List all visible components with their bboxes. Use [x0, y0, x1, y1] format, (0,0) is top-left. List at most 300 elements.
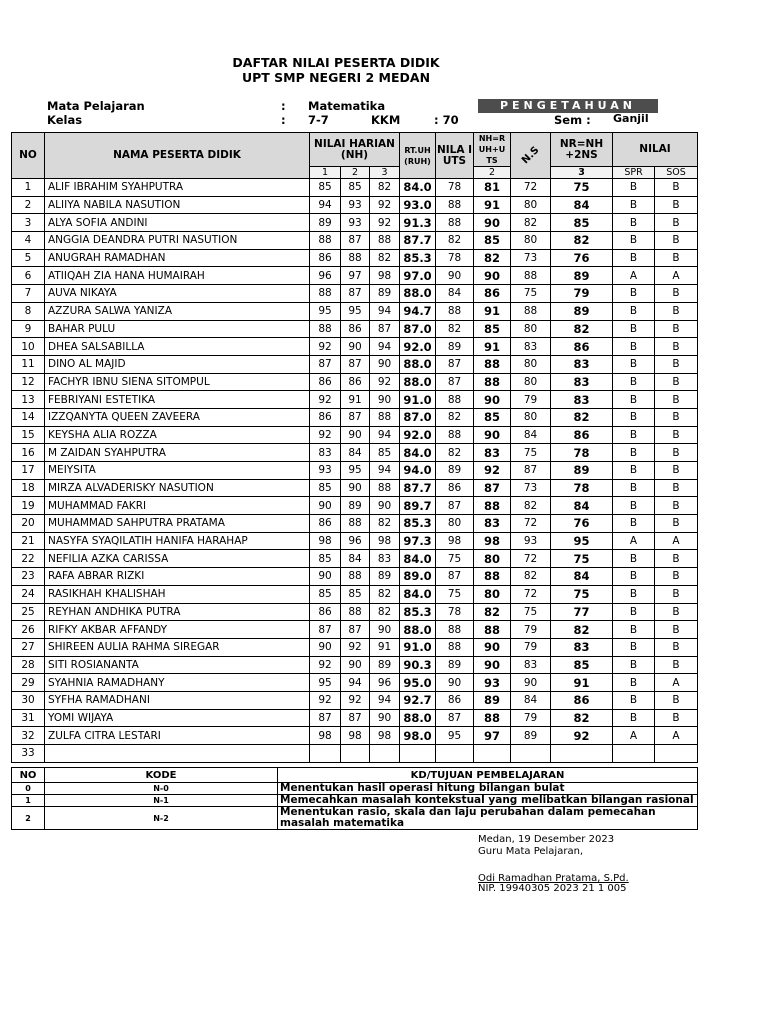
col-nhr-sub-header: 2: [474, 167, 511, 179]
uts-score: 86: [436, 691, 474, 709]
student-name: FACHYR IBNU SIENA SITOMPUL: [45, 373, 310, 391]
nh2-score: 90: [341, 479, 370, 497]
ns-score: 72: [511, 179, 551, 197]
nr-score: 82: [551, 232, 613, 250]
nh2-score: 86: [341, 320, 370, 338]
nh3-score: 87: [370, 320, 400, 338]
nr-score: 92: [551, 727, 613, 745]
nhr-score: 82: [474, 249, 511, 267]
rtuh-score: 84.0: [400, 444, 436, 462]
student-name: ANUGRAH RAMADHAN: [45, 249, 310, 267]
kd-description: Menentukan rasio, skala dan laju perubahan dalam pemecahan masalah matematika: [278, 807, 698, 830]
nh3-score: 94: [370, 302, 400, 320]
table-row: [12, 568, 698, 586]
rtuh-score: 88.0: [400, 373, 436, 391]
sos-grade: B: [655, 355, 698, 373]
sos-grade: B: [655, 302, 698, 320]
nh2-score: 92: [341, 638, 370, 656]
col-nh-header: NILAI HARIAN (NH): [310, 133, 400, 167]
nh3-score: 90: [370, 355, 400, 373]
spr-grade: B: [613, 515, 655, 533]
table-row: [12, 497, 698, 515]
nhr-score: 80: [474, 585, 511, 603]
nh3-score: 83: [370, 550, 400, 568]
kd-no: 1: [12, 795, 45, 807]
uts-score: 78: [436, 249, 474, 267]
rtuh-score: 95.0: [400, 674, 436, 692]
nh2-score: 85: [341, 585, 370, 603]
nh2-score: 95: [341, 462, 370, 480]
nh2-score: 87: [341, 355, 370, 373]
ns-score: 80: [511, 232, 551, 250]
nhr-score: 80: [474, 550, 511, 568]
ns-score: 88: [511, 267, 551, 285]
rtuh-score: 97.3: [400, 532, 436, 550]
col-nilai-header: NILAI: [613, 133, 698, 167]
ns-score: 89: [511, 727, 551, 745]
uts-score: 87: [436, 709, 474, 727]
rtuh-score: 87.0: [400, 320, 436, 338]
nh2-score: 87: [341, 709, 370, 727]
sos-grade: B: [655, 285, 698, 303]
nhr-score: 90: [474, 638, 511, 656]
nh3-score: 82: [370, 585, 400, 603]
nr-score: 84: [551, 497, 613, 515]
col-nr-sub-header: 3: [551, 167, 613, 179]
nh1-score: 93: [310, 462, 341, 480]
table-row: [12, 285, 698, 303]
ns-score: [511, 745, 551, 763]
student-name: DINO AL MAJID: [45, 355, 310, 373]
nh3-score: 90: [370, 621, 400, 639]
nhr-score: 91: [474, 338, 511, 356]
rtuh-score: 84.0: [400, 550, 436, 568]
nh1-score: 86: [310, 515, 341, 533]
ns-score: 80: [511, 355, 551, 373]
sos-grade: B: [655, 656, 698, 674]
nh3-score: 94: [370, 338, 400, 356]
spr-grade: B: [613, 214, 655, 232]
student-name: MUHAMMAD FAKRI: [45, 497, 310, 515]
sos-grade: A: [655, 532, 698, 550]
rtuh-score: 94.0: [400, 462, 436, 480]
table-row: [12, 656, 698, 674]
spr-grade: B: [613, 444, 655, 462]
nr-score: 83: [551, 391, 613, 409]
nh2-score: 94: [341, 674, 370, 692]
rtuh-score: 93.0: [400, 196, 436, 214]
kd-code-header: KODE: [45, 768, 278, 783]
ns-score: 87: [511, 462, 551, 480]
rtuh-score: 87.7: [400, 479, 436, 497]
student-name: MIRZA ALVADERISKY NASUTION: [45, 479, 310, 497]
uts-score: 90: [436, 267, 474, 285]
uts-score: 80: [436, 515, 474, 533]
rtuh-score: 92.7: [400, 691, 436, 709]
nr-score: 86: [551, 426, 613, 444]
nh2-score: 95: [341, 302, 370, 320]
nhr-score: 89: [474, 691, 511, 709]
table-row: [12, 745, 698, 763]
student-name: IZZQANYTA QUEEN ZAVEERA: [45, 408, 310, 426]
student-name: ZULFA CITRA LESTARI: [45, 727, 310, 745]
ns-score: 80: [511, 320, 551, 338]
row-number: 28: [12, 656, 45, 674]
nr-score: 95: [551, 532, 613, 550]
row-number: 1: [12, 179, 45, 197]
grades-table: [11, 132, 698, 763]
rtuh-score: 98.0: [400, 727, 436, 745]
nhr-score: 90: [474, 426, 511, 444]
nh2-score: 98: [341, 727, 370, 745]
kd-no: 2: [12, 807, 45, 830]
table-row: [12, 302, 698, 320]
table-row: [12, 320, 698, 338]
ns-score: 75: [511, 444, 551, 462]
nr-score: 75: [551, 550, 613, 568]
nr-score: 84: [551, 568, 613, 586]
nh1-score: 88: [310, 320, 341, 338]
nhr-score: 81: [474, 179, 511, 197]
uts-score: 88: [436, 426, 474, 444]
table-row: [12, 585, 698, 603]
nr-score: 82: [551, 408, 613, 426]
table-row: [12, 179, 698, 197]
nh2-score: 87: [341, 232, 370, 250]
rtuh-score: 91.0: [400, 638, 436, 656]
uts-score: 89: [436, 656, 474, 674]
nh1-score: 92: [310, 391, 341, 409]
row-number: 20: [12, 515, 45, 533]
col-nh3-header: 3: [370, 167, 400, 179]
nh2-score: 90: [341, 426, 370, 444]
rtuh-score: 89.7: [400, 497, 436, 515]
nh2-score: [341, 745, 370, 763]
kd-code: N-1: [45, 795, 278, 807]
nh2-score: 86: [341, 373, 370, 391]
rtuh-score: [400, 745, 436, 763]
spr-grade: B: [613, 338, 655, 356]
spr-grade: B: [613, 691, 655, 709]
rtuh-score: 87.7: [400, 232, 436, 250]
table-row: [12, 674, 698, 692]
uts-score: 82: [436, 408, 474, 426]
nh1-score: 85: [310, 179, 341, 197]
subject-value: Matematika: [308, 99, 386, 113]
student-name: ATIIQAH ZIA HANA HUMAIRAH: [45, 267, 310, 285]
uts-score: 88: [436, 196, 474, 214]
nhr-score: [474, 745, 511, 763]
nr-score: 77: [551, 603, 613, 621]
nh2-score: 89: [341, 497, 370, 515]
rtuh-score: 85.3: [400, 515, 436, 533]
nhr-score: 82: [474, 603, 511, 621]
spr-grade: B: [613, 285, 655, 303]
nh1-score: 85: [310, 585, 341, 603]
nh2-score: 90: [341, 656, 370, 674]
sos-grade: B: [655, 515, 698, 533]
row-number: 30: [12, 691, 45, 709]
nhr-score: 88: [474, 621, 511, 639]
ns-score: 88: [511, 302, 551, 320]
ns-score: 93: [511, 532, 551, 550]
sos-grade: B: [655, 691, 698, 709]
sos-grade: B: [655, 179, 698, 197]
nr-score: 82: [551, 320, 613, 338]
row-number: 12: [12, 373, 45, 391]
student-name: ANGGIA DEANDRA PUTRI NASUTION: [45, 232, 310, 250]
subject-label: Mata Pelajaran: [47, 99, 145, 113]
ns-score: 79: [511, 638, 551, 656]
nh3-score: 94: [370, 691, 400, 709]
student-name: DHEA SALSABILLA: [45, 338, 310, 356]
student-name: AZZURA SALWA YANIZA: [45, 302, 310, 320]
rtuh-score: 97.0: [400, 267, 436, 285]
nhr-score: 85: [474, 232, 511, 250]
nh3-score: 82: [370, 515, 400, 533]
sos-grade: B: [655, 232, 698, 250]
signature-name: Odi Ramadhan Pratama, S.Pd.: [478, 873, 629, 884]
sos-grade: B: [655, 462, 698, 480]
nh1-score: 92: [310, 691, 341, 709]
nh1-score: 86: [310, 373, 341, 391]
nr-score: 79: [551, 285, 613, 303]
uts-score: 84: [436, 285, 474, 303]
ns-score: 72: [511, 515, 551, 533]
ns-score: 79: [511, 391, 551, 409]
sos-grade: [655, 745, 698, 763]
nh3-score: 92: [370, 196, 400, 214]
table-row: [12, 621, 698, 639]
nr-score: 89: [551, 267, 613, 285]
ns-score: 79: [511, 621, 551, 639]
nh1-score: 92: [310, 656, 341, 674]
row-number: 16: [12, 444, 45, 462]
row-number: 31: [12, 709, 45, 727]
sos-grade: B: [655, 638, 698, 656]
student-name: KEYSHA ALIA ROZZA: [45, 426, 310, 444]
nh1-score: 88: [310, 285, 341, 303]
table-row: [12, 249, 698, 267]
kd-description: Menentukan hasil operasi hitung bilangan bulat: [278, 783, 698, 795]
sos-grade: B: [655, 320, 698, 338]
ns-score: 84: [511, 691, 551, 709]
table-row: [12, 479, 698, 497]
row-number: 8: [12, 302, 45, 320]
nhr-score: 83: [474, 444, 511, 462]
ns-rotated-label: N.S: [519, 144, 542, 167]
nh1-score: 86: [310, 603, 341, 621]
nh2-score: 93: [341, 196, 370, 214]
col-rtuh-header: RT.UH (RUH): [400, 133, 436, 179]
uts-score: 82: [436, 232, 474, 250]
student-name: SYAHNIA RAMADHANY: [45, 674, 310, 692]
uts-score: 75: [436, 550, 474, 568]
nhr-score: 90: [474, 656, 511, 674]
nr-score: 89: [551, 302, 613, 320]
spr-grade: B: [613, 656, 655, 674]
sos-grade: A: [655, 267, 698, 285]
row-number: 27: [12, 638, 45, 656]
student-name: BAHAR PULU: [45, 320, 310, 338]
nh3-score: 91: [370, 638, 400, 656]
nhr-score: 90: [474, 267, 511, 285]
nh3-score: 94: [370, 462, 400, 480]
nr-score: 76: [551, 515, 613, 533]
nh2-score: 85: [341, 179, 370, 197]
spr-grade: B: [613, 479, 655, 497]
nh3-score: 90: [370, 391, 400, 409]
spr-grade: B: [613, 674, 655, 692]
student-name: MEIYSITA: [45, 462, 310, 480]
kd-table: [11, 767, 698, 830]
table-row: [12, 691, 698, 709]
nh3-score: 85: [370, 444, 400, 462]
spr-grade: B: [613, 232, 655, 250]
ns-score: 82: [511, 214, 551, 232]
nh1-score: 92: [310, 338, 341, 356]
row-number: 17: [12, 462, 45, 480]
student-name: ALIIYA NABILA NASUTION: [45, 196, 310, 214]
uts-score: 86: [436, 479, 474, 497]
signature-nip: NIP. 19940305 2023 21 1 005: [478, 883, 627, 894]
nh3-score: 94: [370, 426, 400, 444]
ns-score: 72: [511, 550, 551, 568]
nh1-score: 85: [310, 479, 341, 497]
rtuh-score: 87.0: [400, 408, 436, 426]
student-name: FEBRIYANI ESTETIKA: [45, 391, 310, 409]
ns-score: 80: [511, 196, 551, 214]
rtuh-score: 90.3: [400, 656, 436, 674]
uts-score: 98: [436, 532, 474, 550]
nh3-score: 92: [370, 373, 400, 391]
nh1-score: 89: [310, 214, 341, 232]
row-number: 21: [12, 532, 45, 550]
nh2-score: 84: [341, 550, 370, 568]
row-number: 18: [12, 479, 45, 497]
row-number: 5: [12, 249, 45, 267]
nr-score: 83: [551, 638, 613, 656]
row-number: 33: [12, 745, 45, 763]
sos-grade: A: [655, 674, 698, 692]
row-number: 6: [12, 267, 45, 285]
nh1-score: 96: [310, 267, 341, 285]
nhr-score: 88: [474, 373, 511, 391]
table-row: [12, 338, 698, 356]
row-number: 24: [12, 585, 45, 603]
spr-grade: B: [613, 621, 655, 639]
nr-score: 85: [551, 214, 613, 232]
nr-score: 83: [551, 355, 613, 373]
spr-grade: B: [613, 249, 655, 267]
student-name: SHIREEN AULIA RAHMA SIREGAR: [45, 638, 310, 656]
sos-grade: B: [655, 550, 698, 568]
nh1-score: 85: [310, 550, 341, 568]
ns-score: 82: [511, 497, 551, 515]
nr-score: 75: [551, 179, 613, 197]
col-nr-header: NR=NH +2NS: [551, 133, 613, 167]
nh3-score: 88: [370, 408, 400, 426]
row-number: 14: [12, 408, 45, 426]
nh3-score: 88: [370, 479, 400, 497]
spr-grade: B: [613, 355, 655, 373]
table-row: [12, 462, 698, 480]
kd-code: N-0: [45, 783, 278, 795]
student-name: RIFKY AKBAR AFFANDY: [45, 621, 310, 639]
rtuh-score: 88.0: [400, 355, 436, 373]
student-name: RAFA ABRAR RIZKI: [45, 568, 310, 586]
table-row: [12, 373, 698, 391]
col-uts-header: NILA I UTS: [436, 133, 474, 179]
nh1-score: 87: [310, 709, 341, 727]
spr-grade: A: [613, 267, 655, 285]
nhr-score: 90: [474, 391, 511, 409]
sos-grade: B: [655, 196, 698, 214]
student-name: M ZAIDAN SYAHPUTRA: [45, 444, 310, 462]
table-row: [12, 444, 698, 462]
ns-score: 83: [511, 338, 551, 356]
nhr-score: 87: [474, 479, 511, 497]
spr-grade: B: [613, 462, 655, 480]
spr-grade: B: [613, 196, 655, 214]
rtuh-score: 84.0: [400, 179, 436, 197]
rtuh-score: 89.0: [400, 568, 436, 586]
student-name: RASIKHAH KHALISHAH: [45, 585, 310, 603]
nh1-score: 86: [310, 408, 341, 426]
nr-score: 82: [551, 709, 613, 727]
nr-score: 75: [551, 585, 613, 603]
table-row: [12, 232, 698, 250]
nh1-score: 90: [310, 638, 341, 656]
uts-score: 89: [436, 462, 474, 480]
rtuh-score: 94.7: [400, 302, 436, 320]
ns-score: 72: [511, 585, 551, 603]
nhr-score: 93: [474, 674, 511, 692]
section-banner: PENGETAHUAN: [478, 99, 658, 113]
nr-score: 85: [551, 656, 613, 674]
nhr-score: 97: [474, 727, 511, 745]
nhr-score: 91: [474, 302, 511, 320]
nh3-score: [370, 745, 400, 763]
spr-grade: B: [613, 585, 655, 603]
row-number: 4: [12, 232, 45, 250]
nr-score: 83: [551, 373, 613, 391]
nhr-score: 88: [474, 497, 511, 515]
table-row: [12, 727, 698, 745]
sos-grade: B: [655, 568, 698, 586]
nh2-score: 87: [341, 408, 370, 426]
row-number: 11: [12, 355, 45, 373]
sos-grade: B: [655, 479, 698, 497]
nh1-score: 87: [310, 355, 341, 373]
table-row: [12, 214, 698, 232]
spr-grade: B: [613, 179, 655, 197]
nh3-score: 98: [370, 532, 400, 550]
col-no-header: NO: [12, 133, 45, 179]
ns-score: 75: [511, 285, 551, 303]
nhr-score: 88: [474, 709, 511, 727]
row-number: 10: [12, 338, 45, 356]
spr-grade: B: [613, 568, 655, 586]
signature-place-date: Medan, 19 Desember 2023: [478, 834, 615, 845]
class-value: 7-7: [308, 113, 329, 127]
nh1-score: 90: [310, 497, 341, 515]
student-name: REYHAN ANDHIKA PUTRA: [45, 603, 310, 621]
nh1-score: 87: [310, 621, 341, 639]
nh1-score: 88: [310, 232, 341, 250]
nr-score: 91: [551, 674, 613, 692]
document-title: DAFTAR NILAI PESERTA DIDIK: [232, 55, 440, 70]
